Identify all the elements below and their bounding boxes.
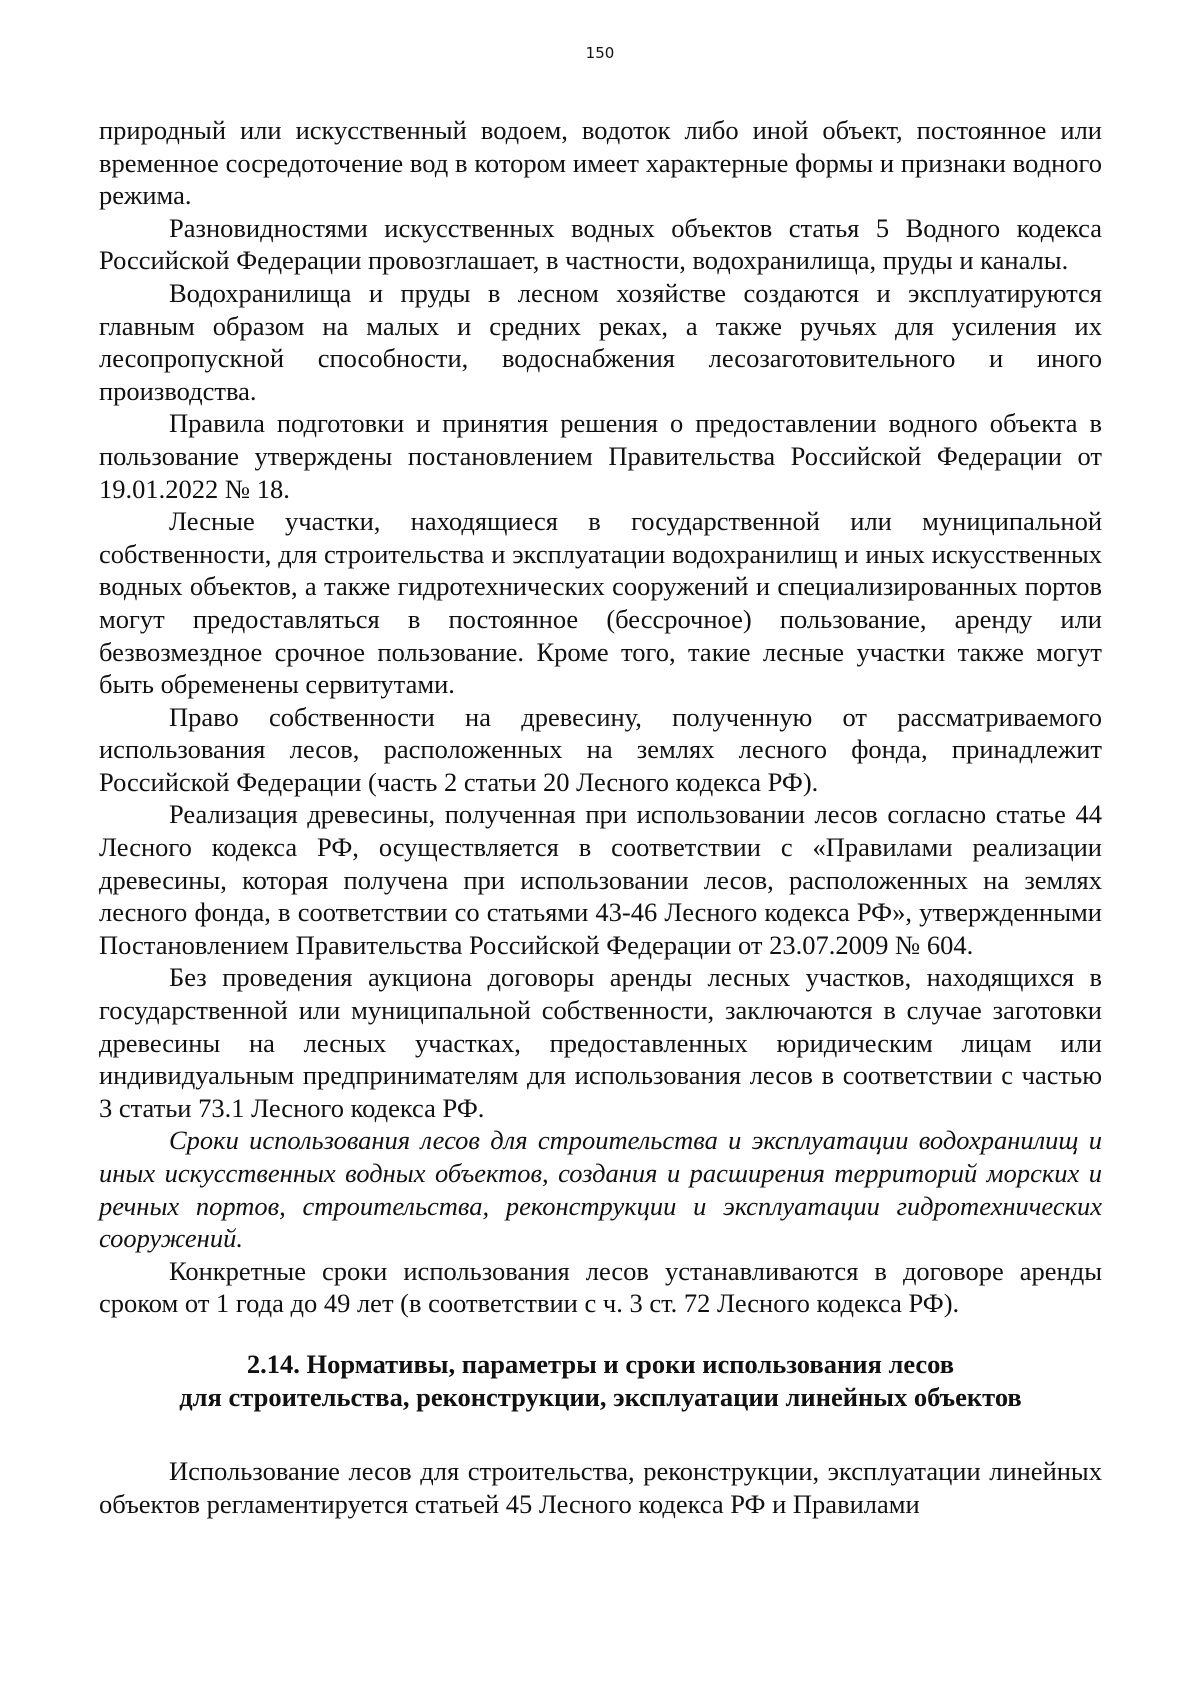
paragraph-reservoirs-ponds: Водохранилища и пруды в лесном хозяйстве создаются и эксплуатируются главным образом на малых и средних реках, а также ручьях для усиления их лесопропускной способности, водоснабжения лесозаготовительного и иного производства. [99, 277, 1102, 406]
section-heading [99, 1348, 1102, 1413]
paragraph-linear-objects: Использование лесов для строительства, реконструкции, эксплуатации линейных объектов регламентируется статьей 45 Лесного кодекса РФ и Правилами [99, 1456, 1102, 1519]
page-number: 150 [585, 44, 615, 62]
paragraph-timber-ownership: Право собственности на древесину, полученную от рассматриваемого использования лесов, расположенных на землях лесного фонда, принадлежит Российской Федерации (часть 2 статьи 20 Лесного кодекса РФ). [99, 701, 1102, 797]
paragraph-water-use-rules: Правила подготовки и принятия решения о предоставлении водного объекта в пользование утверждены постановлением Правительства Российской Федерации от 19.01.2022 № 18. [99, 408, 1102, 504]
page-body [99, 114, 1102, 1520]
section-heading-line-1: 2.14. Нормативы, параметры и сроки использования лесов [246, 1348, 955, 1379]
paragraph-usage-terms-italic: Сроки использования лесов для строительства и эксплуатации водохранилищ и иных искусственных водных объектов, создания и расширения территорий морских и речных портов, строительства, реконструкции и эксплуатации гидротехнических сооружений. [99, 1125, 1102, 1254]
paragraph-artificial-water-bodies: Разновидностями искусственных водных объектов статья 5 Водного кодекса Российской Федерации провозглашает, в частности, водохранилища, пруды и каналы. [99, 212, 1102, 276]
paragraph-timber-sale: Реализация древесины, полученная при использовании лесов согласно статье 44 Лесного кодекса РФ, осуществляется в соответствии с «Правилами реализации древесины, которая получена при использовании лесов, расположенных на землях лесного фонда, в соответствии со статьями 43-46 Лесного кодекса РФ», утвержденными Постановлением Правительства Российской Федерации от 23.07.2009 № 604. [99, 799, 1102, 960]
paragraph-lease-without-auction: Без проведения аукциона договоры аренды лесных участков, находящихся в государственной или муниципальной собственности, заключаются в случае заготовки древесины на лесных участках, предоставленных юридическим лицам или индивидуальным предпринимателям для использования лесов в соответствии с частью 3 статьи 73.1 Лесного кодекса РФ. [99, 962, 1102, 1123]
section-heading-line-2: для строительства, реконструкции, эксплуатации линейных объектов [179, 1381, 1022, 1412]
paragraph-forest-plots: Лесные участки, находящиеся в государственной или муниципальной собственности, для строительства и эксплуатации водохранилищ и иных искусственных водных объектов, а также гидротехнических сооружений и специализированных портов могут предоставляться в постоянное (бессрочное) пользование, аренду или безвозмездное срочное пользование. Кроме того, такие лесные участки также могут быть обременены сервитутами. [99, 506, 1102, 700]
paragraph-specific-terms: Конкретные сроки использования лесов устанавливаются в договоре аренды сроком от 1 года до 49 лет (в соответствии с ч. 3 ст. 72 Лесного кодекса РФ). [99, 1255, 1102, 1319]
paragraph-continuation: природный или искусственный водоем, водоток либо иной объект, постоянное или временное сосредоточение вод в котором имеет характерные формы и признаки водного режима. [99, 115, 1102, 211]
